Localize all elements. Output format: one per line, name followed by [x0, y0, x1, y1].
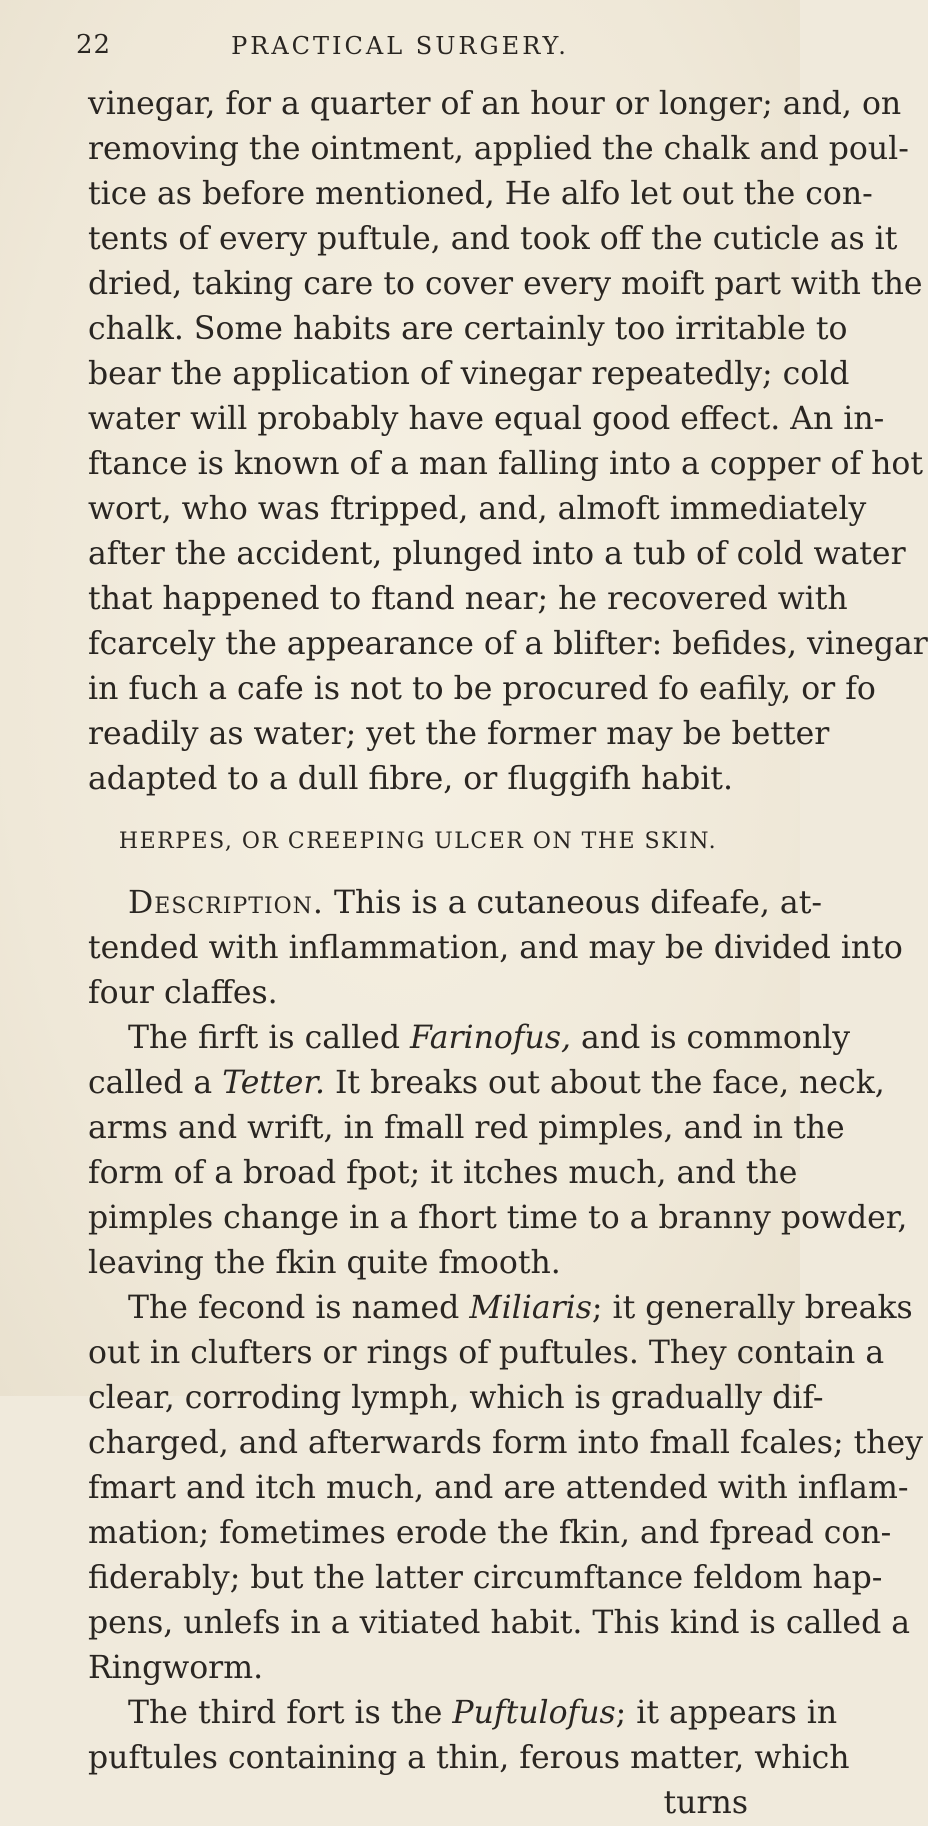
- text-line: [88, 1691, 838, 1736]
- description-lead: Description.: [128, 885, 324, 921]
- text-line: that happened to ftand near; he recovered with: [88, 581, 848, 617]
- description-text: This is a cutaneous difeafe, at-: [323, 885, 823, 921]
- text-line: four claffes.: [88, 975, 278, 1011]
- text-run: It breaks out about the face, neck,: [324, 1065, 885, 1101]
- text-run: The fecond is named: [128, 1290, 470, 1326]
- text-line: vinegar, for a quarter of an hour or longer; and, on: [88, 86, 902, 122]
- text-line: form of a broad fpot; it itches much, and the: [88, 1155, 798, 1191]
- text-line: [88, 1286, 913, 1331]
- text-line: pimples change in a fhort time to a branny powder,: [88, 1200, 908, 1236]
- latin-term: Tetter.: [222, 1065, 325, 1101]
- text-run: The third fort is the: [128, 1695, 453, 1731]
- text-run: ; it generally breaks: [591, 1290, 913, 1326]
- text-line: water will probably have equal good effect. An in-: [88, 401, 885, 437]
- text-line: wort, who was ftripped, and, almoft immediately: [88, 491, 867, 527]
- text-line: tice as before mentioned, He alfo let out the con-: [88, 176, 873, 212]
- text-run: The firft is called: [128, 1020, 410, 1056]
- text-line: fmart and itch much, and are attended with inflam-: [88, 1470, 909, 1506]
- text-line: out in clufters or rings of puftules. They contain a: [88, 1335, 885, 1371]
- latin-term: Farinofus,: [410, 1020, 572, 1056]
- text-line: ftance is known of a man falling into a copper of hot: [88, 446, 924, 482]
- text-line: after the accident, plunged into a tub of cold water: [88, 536, 906, 572]
- latin-term: Miliaris: [469, 1290, 592, 1326]
- catchword: turns: [663, 1785, 748, 1821]
- text-line: in fuch a cafe is not to be procured fo eafily, or fo: [88, 671, 876, 707]
- running-title: PRACTICAL SURGERY.: [231, 32, 569, 60]
- text-run: ; it appears in: [615, 1695, 838, 1731]
- text-line: dried, taking care to cover every moift part with the: [88, 266, 923, 302]
- text-line: pens, unlefs in a vitiated habit. This kind is called a: [88, 1605, 911, 1641]
- latin-term: Puftulofus: [452, 1695, 616, 1731]
- text-line: bear the application of vinegar repeatedly; cold: [88, 356, 850, 392]
- text-line: readily as water; yet the former may be better: [88, 716, 830, 752]
- text-line: [88, 1016, 850, 1061]
- page-number: 22: [76, 30, 112, 60]
- text-line: [88, 881, 823, 926]
- text-line: charged, and afterwards form into fmall fcales; they: [88, 1425, 923, 1461]
- text-line: mation; fometimes erode the fkin, and fpread con-: [88, 1515, 892, 1551]
- text-line: Ringworm.: [88, 1650, 264, 1686]
- text-line: clear, corroding lymph, which is gradually dif-: [88, 1380, 824, 1416]
- text-line: adapted to a dull fibre, or fluggifh habit.: [88, 761, 733, 797]
- text-line: chalk. Some habits are certainly too irritable to: [88, 311, 848, 347]
- text-run: called a: [88, 1065, 223, 1101]
- text-line: removing the ointment, applied the chalk and poul-: [88, 131, 909, 167]
- text-line: tents of every puftule, and took off the cuticle as it: [88, 221, 898, 257]
- text-line: puftules containing a thin, ferous matter, which: [88, 1740, 850, 1776]
- text-line: arms and wrift, in fmall red pimples, and in the: [88, 1110, 845, 1146]
- text-line: [88, 1061, 885, 1106]
- section-heading: HERPES, OR CREEPING ULCER ON THE SKIN.: [118, 829, 718, 854]
- text-line: leaving the fkin quite fmooth.: [88, 1245, 561, 1281]
- text-run: and is commonly: [571, 1020, 850, 1056]
- text-line: fcarcely the appearance of a blifter: befides, vinegar: [88, 626, 928, 662]
- body-text: [88, 82, 928, 1826]
- running-head: [0, 20, 800, 70]
- text-line: fiderably; but the latter circumftance feldom hap-: [88, 1560, 883, 1596]
- text-line: tended with inflammation, and may be divided into: [88, 930, 903, 966]
